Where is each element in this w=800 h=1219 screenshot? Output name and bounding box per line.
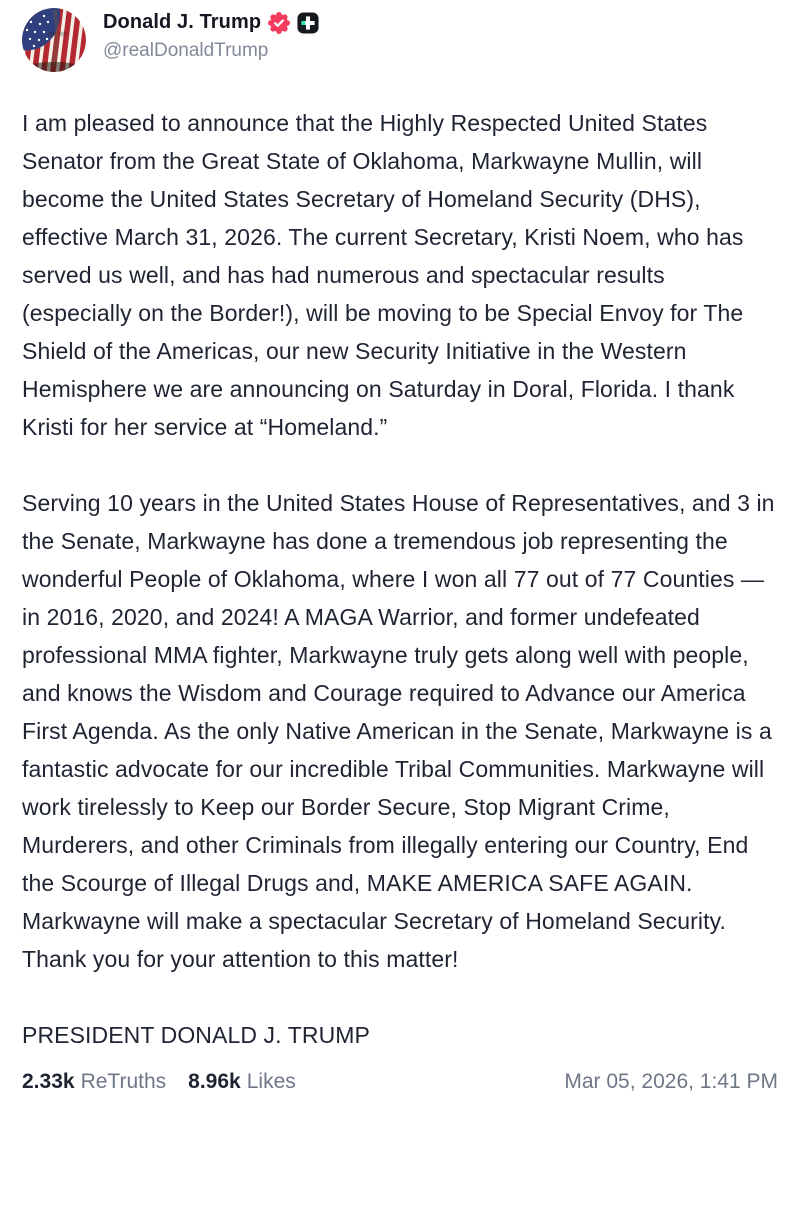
post-header [22,8,778,72]
display-name[interactable]: Donald J. Trump [103,11,262,33]
retruths-count: 2.33k [22,1070,75,1093]
post-paragraph: Serving 10 years in the United States House of Representatives, and 3 in the Senate, Markwayne has done a tremendous job representing the wonderful People of Oklahoma, where I won all 77 out of 77 Counties — in 2016, 2020, and 2024! A MAGA Warrior, and former undefeated professional MMA fighter, Markwayne truly gets along well with people, and knows the Wisdom and Courage required to Advance our America First Agenda. As the only Native American in the Senate, Markwayne is a fantastic advocate for our incredible Tribal Communities. Markwayne will work tirelessly to Keep our Border Secure, Stop Migrant Crime, Murderers, and other Criminals from illegally entering our Country, End the Scourge of Illegal Drugs and, MAKE AMERICA SAFE AGAIN. Markwayne will make a spectacular Secretary of Homeland Security. Thank you for your attention to this matter! [22,490,775,972]
flag-face-avatar-image [22,8,86,72]
post-paragraph: I am pleased to announce that the Highly Respected United States Senator from the Great State of Oklahoma, Markwayne Mullin, will become the United States Secretary of Homeland Security (DHS), effective March 31, 2026. The current Secretary, Kristi Noem, who has served us well, and has had numerous and spectacular results (especially on the Border!), will be moving to be Special Envoy for The Shield of the Americas, our new Security Initiative in the Western Hemisphere we are announcing on Saturday in Doral, Florida. I thank Kristi for her service at “Homeland.” [22,110,744,440]
header-identity [103,8,319,62]
user-handle[interactable]: @realDonaldTrump [103,40,269,61]
likes-label: Likes [246,1070,296,1093]
post-footer [22,1070,778,1094]
retruths-label: ReTruths [80,1070,167,1093]
likes-stat[interactable] [188,1070,296,1094]
post-signature-paragraph: PRESIDENT DONALD J. TRUMP [22,1022,370,1048]
name-row [103,11,319,34]
truth-plus-badge-icon [297,12,319,34]
post-timestamp: Mar 05, 2026, 1:41 PM [564,1070,778,1093]
engagement-stats [22,1070,296,1094]
verified-badge-icon [268,12,290,34]
likes-count: 8.96k [188,1070,241,1093]
retruths-stat[interactable] [22,1070,166,1094]
post-body [22,104,778,1054]
avatar[interactable] [22,8,86,72]
